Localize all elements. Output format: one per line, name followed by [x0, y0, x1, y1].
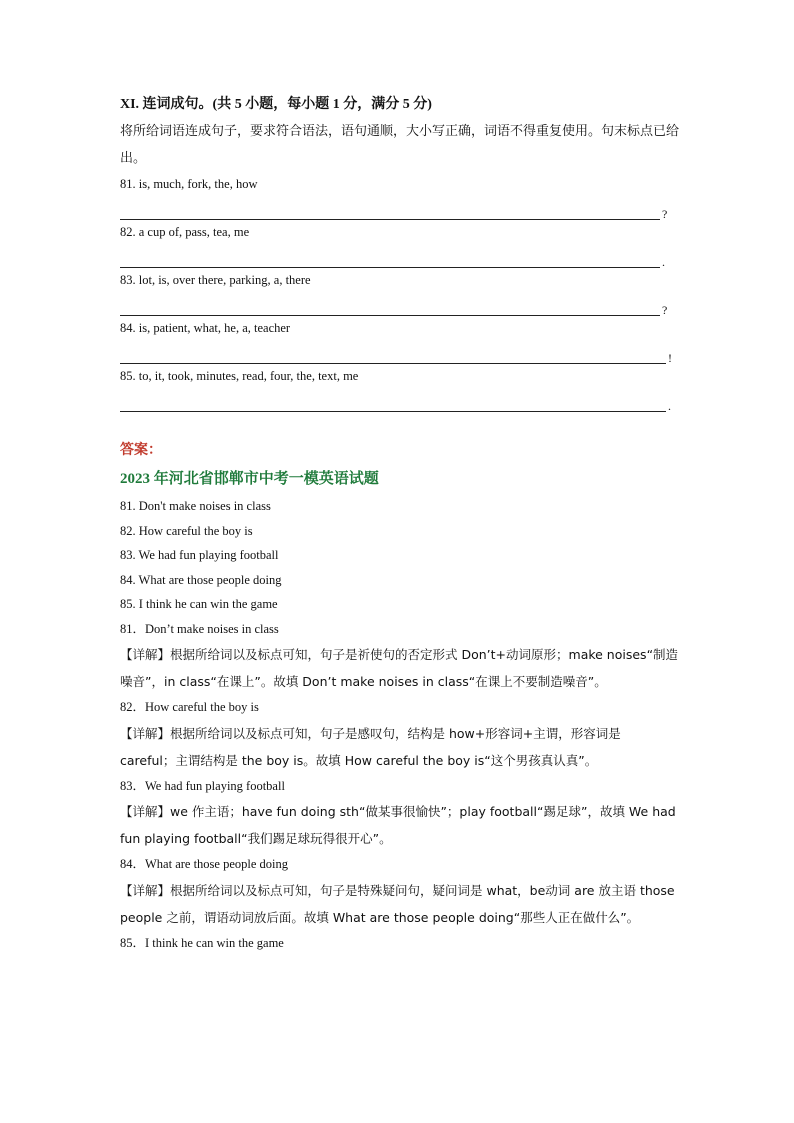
answer-item: 81. Don't make noises in class	[120, 499, 271, 513]
detail-list	[120, 617, 680, 956]
question	[120, 172, 680, 220]
answer-blank	[120, 299, 660, 316]
answer-blank	[120, 203, 660, 220]
answers-label: 答案：	[120, 442, 162, 458]
detail-explanation: 【详解】根据所给词以及标点可知，句子是祈使句的否定形式 Don’t+动词原形；make noises“制造噪音”，in class“在课上”。故填 Don’t make noises in class“在课上不要制造噪音”。	[120, 647, 679, 689]
detail-answer: 85．I think he can win the game	[120, 935, 284, 950]
answer-item: 85. I think he can win the game	[120, 597, 278, 611]
end-punctuation: ?	[662, 207, 668, 221]
question-words: 84. is, patient, what, he, a, teacher	[120, 321, 291, 335]
answer-item: 83. We had fun playing football	[120, 548, 279, 562]
answer-blank	[120, 347, 666, 364]
answer-item: 82. How careful the boy is	[120, 523, 253, 538]
end-punctuation: !	[668, 351, 672, 365]
detail-answer: 84．What are those people doing	[120, 857, 289, 871]
question	[120, 268, 680, 316]
question-words: 83. lot, is, over there, parking, a, there	[120, 273, 311, 287]
end-punctuation: .	[668, 399, 671, 413]
detail-explanation: 【详解】根据所给词以及标点可知，句子是感叹句，结构是 how+形容词+主谓，形容词是 careful；主谓结构是 the boy is。故填 How careful the boy is“这个男孩真认真”。	[120, 725, 621, 768]
answer-blank	[120, 251, 660, 268]
section-heading: XI. 连词成句。(共 5 小题，每小题 1 分，满分 5 分)	[120, 97, 432, 112]
worksheet	[120, 92, 680, 955]
section-instruction: 将所给词语连成句子，要求符合语法，语句通顺，大小写正确，词语不得重复使用。句末标点已给出。	[120, 124, 680, 166]
answer-item: 84. What are those people doing	[120, 572, 282, 587]
question-list	[120, 172, 680, 412]
detail-answer: 81．Don’t make noises in class	[120, 621, 279, 636]
detail-answer: 83．We had fun playing football	[120, 778, 285, 793]
question	[120, 364, 680, 412]
question-words: 85. to, it, took, minutes, read, four, the, text, me	[120, 369, 359, 383]
answer-list	[120, 494, 680, 617]
end-punctuation: .	[662, 255, 665, 269]
answer-blank	[120, 395, 666, 412]
question	[120, 220, 680, 268]
question-words: 81. is, much, fork, the, how	[120, 177, 258, 191]
detail-answer: 82．How careful the boy is	[120, 700, 259, 714]
detail-explanation: 【详解】根据所给词以及标点可知，句子是特殊疑问句，疑问词是 what，be动词 are 放主语 those people 之前，谓语动词放后面。故填 What are those people doing“那些人正在做什么”。	[120, 882, 675, 925]
question	[120, 316, 680, 364]
detail-explanation: 【详解】we 作主语；have fun doing sth“做某事很愉快”；play football“踢足球”，故填 We had fun playing football“我们踢足球玩得很开心”。	[120, 804, 676, 846]
exam-title: 2023 年河北省邯郸市中考一模英语试题	[120, 471, 379, 487]
end-punctuation: ?	[662, 303, 668, 317]
question-words: 82. a cup of, pass, tea, me	[120, 225, 250, 239]
